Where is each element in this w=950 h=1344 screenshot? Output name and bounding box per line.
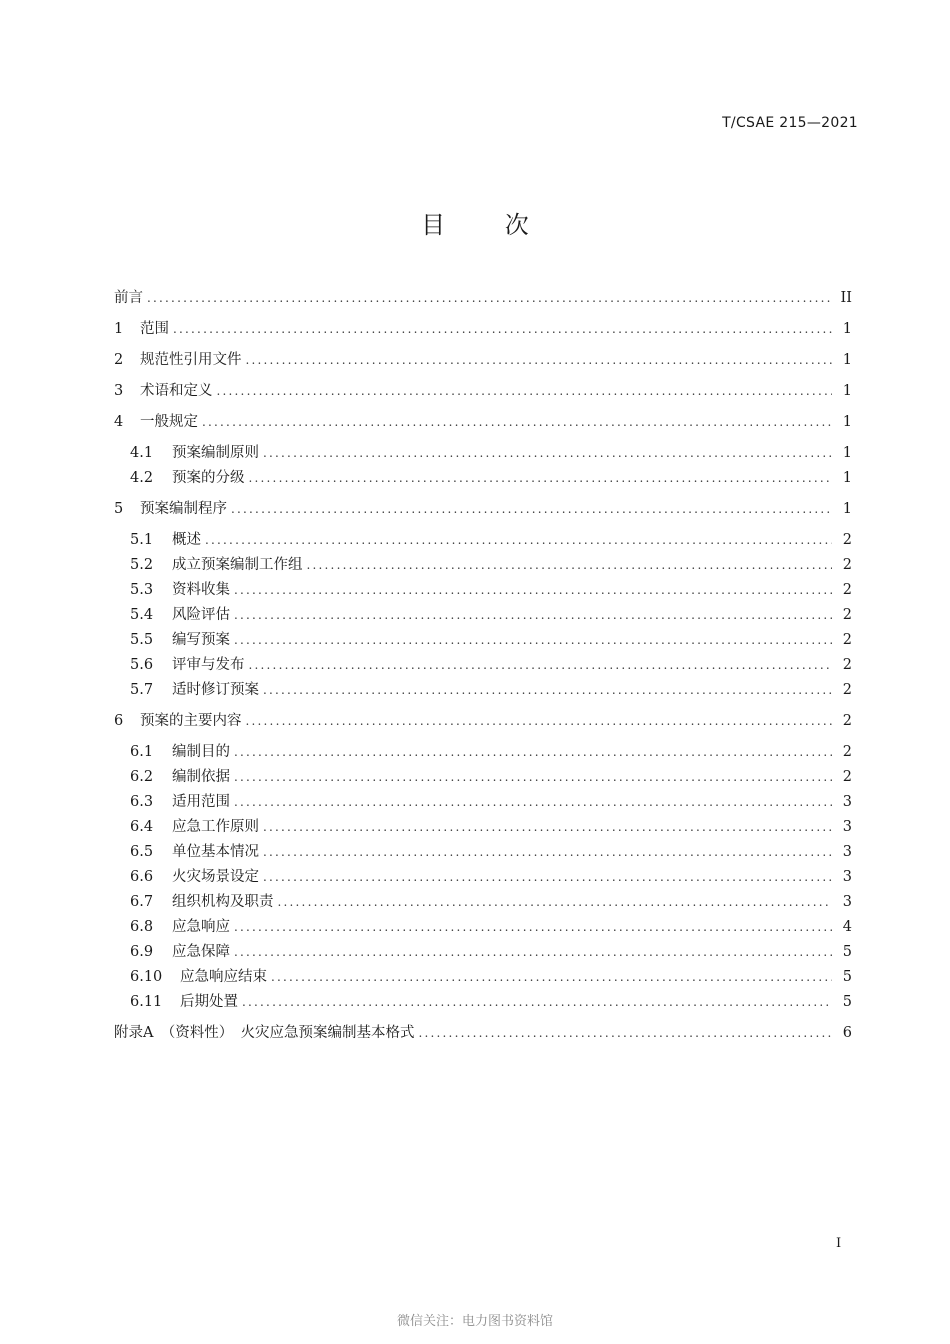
toc-entry-label: 适用范围 (172, 794, 230, 810)
toc-entry-number: 4 (114, 414, 124, 430)
toc-entry-number: 5.4 (130, 607, 154, 623)
toc-entry-label: 成立预案编制工作组 (172, 557, 303, 573)
toc-entry[interactable] (130, 817, 852, 837)
toc-entry-page: 2 (842, 682, 852, 698)
toc-entry-number: 4.2 (130, 470, 154, 486)
toc-leader-dots (278, 892, 833, 912)
toc-leader-dots (234, 630, 832, 650)
toc-entry-label: 预案的主要内容 (140, 713, 242, 729)
toc-entry-label: 编制目的 (172, 744, 230, 760)
toc-entry-label: 前言 (114, 290, 143, 306)
toc-entry[interactable] (130, 468, 852, 488)
toc-entry-number: 6.2 (130, 769, 154, 785)
toc-entry[interactable] (114, 381, 852, 401)
toc-leader-dots (242, 992, 832, 1012)
toc-entry-page: 3 (842, 869, 852, 885)
toc-leader-dots (271, 967, 832, 987)
toc-entry-number: 6.3 (130, 794, 154, 810)
toc-entry[interactable] (130, 842, 852, 862)
toc-entry[interactable] (130, 792, 852, 812)
toc-entry[interactable] (130, 530, 852, 550)
toc-entry-page: 3 (842, 894, 852, 910)
toc-entry[interactable] (130, 967, 852, 987)
toc-entry-number: 6.7 (130, 894, 154, 910)
toc-entry-page: 5 (842, 994, 852, 1010)
toc-entry-page: 2 (842, 632, 852, 648)
toc-entry[interactable] (130, 605, 852, 625)
toc-entry-label: 火灾场景设定 (172, 869, 259, 885)
toc-entry-number: 2 (114, 352, 124, 368)
toc-entry-number: 6.6 (130, 869, 154, 885)
toc-entry[interactable] (130, 680, 852, 700)
toc-entry[interactable] (114, 288, 852, 308)
toc-entry[interactable] (130, 892, 852, 912)
toc-leader-dots (263, 680, 832, 700)
toc-entry-number: 1 (114, 321, 124, 337)
toc-entry-number: 5.1 (130, 532, 154, 548)
toc-entry-page: 2 (842, 657, 852, 673)
toc-entry-number: 4.1 (130, 445, 154, 461)
page-title: 目 次 (421, 211, 555, 239)
toc-entry-label: 编写预案 (172, 632, 230, 648)
toc-entry-page: 6 (842, 1025, 852, 1041)
toc-leader-dots (147, 288, 832, 308)
toc-entry-label: 后期处置 (180, 994, 238, 1010)
toc-leader-dots (234, 605, 832, 625)
toc-leader-dots (234, 742, 832, 762)
toc-leader-dots (263, 842, 832, 862)
toc-entry-label: 规范性引用文件 (140, 352, 242, 368)
toc-entry-page: 3 (842, 844, 852, 860)
toc-leader-dots (249, 655, 833, 675)
toc-entry-label: 预案编制原则 (172, 445, 259, 461)
toc-entry-number: 6.10 (130, 969, 163, 985)
toc-entry-label: 范围 (140, 321, 169, 337)
toc-entry-page: 1 (842, 414, 852, 430)
toc-entry-number: 5.7 (130, 682, 154, 698)
toc-entry[interactable] (130, 767, 852, 787)
toc-entry[interactable] (130, 992, 852, 1012)
toc-entry-page: 5 (842, 969, 852, 985)
toc-entry-label: 组织机构及职责 (172, 894, 274, 910)
toc-entry[interactable] (130, 555, 852, 575)
toc-entry-page: II (840, 290, 852, 306)
toc-entry-number: 5.3 (130, 582, 154, 598)
toc-leader-dots (263, 443, 832, 463)
toc-entry[interactable] (130, 443, 852, 463)
toc-entry-label: 编制依据 (172, 769, 230, 785)
toc-leader-dots (418, 1023, 832, 1043)
toc-entry-number: 5.2 (130, 557, 154, 573)
page-number: I (836, 1236, 842, 1251)
toc-leader-dots (234, 917, 832, 937)
toc-entry-page: 2 (842, 557, 852, 573)
toc-entry[interactable] (130, 655, 852, 675)
toc-entry-number: 6.11 (130, 994, 163, 1010)
toc-leader-dots (231, 499, 832, 519)
toc-entry-number: 6 (114, 713, 124, 729)
toc-leader-dots (234, 767, 832, 787)
toc-entry-page: 1 (842, 352, 852, 368)
toc-entry[interactable] (130, 580, 852, 600)
toc-leader-dots (234, 792, 832, 812)
toc-leader-dots (246, 350, 833, 370)
toc-entry-page: 1 (842, 321, 852, 337)
toc-entry-page: 2 (842, 532, 852, 548)
toc-entry[interactable] (130, 630, 852, 650)
toc-entry-number: 5.5 (130, 632, 154, 648)
toc-entry[interactable] (130, 742, 852, 762)
watermark-text: 微信关注：电力图书资料馆 (396, 1314, 553, 1329)
toc-entry-label: 应急保障 (172, 944, 230, 960)
toc-entry-number: 6.4 (130, 819, 154, 835)
toc-entry-label: 适时修订预案 (172, 682, 259, 698)
toc-entry-page: 1 (842, 501, 852, 517)
toc-leader-dots (173, 319, 832, 339)
toc-leader-dots (205, 530, 832, 550)
toc-entry-number: 6.8 (130, 919, 154, 935)
toc-entry-page: 4 (842, 919, 852, 935)
toc-entry-label: 单位基本情况 (172, 844, 259, 860)
toc-leader-dots (217, 381, 833, 401)
toc-leader-dots (234, 580, 832, 600)
toc-entry-page: 3 (842, 819, 852, 835)
toc-entry[interactable] (130, 942, 852, 962)
toc-leader-dots (263, 817, 832, 837)
toc-entry-number: 6.9 (130, 944, 154, 960)
standard-code: T/CSAE 215—2021 (722, 115, 858, 131)
toc-entry-number: 5 (114, 501, 124, 517)
toc-entry-page: 2 (842, 607, 852, 623)
toc-entry-page: 3 (842, 794, 852, 810)
toc-leader-dots (249, 468, 833, 488)
toc-entry-number: 5.6 (130, 657, 154, 673)
toc-entry[interactable] (114, 350, 852, 370)
toc-entry-page: 1 (842, 445, 852, 461)
toc-entry-label: 应急工作原则 (172, 819, 259, 835)
toc-entry[interactable] (114, 1023, 852, 1043)
toc-entry-page: 1 (842, 383, 852, 399)
toc-entry-label: 风险评估 (172, 607, 230, 623)
toc-entry-label: 预案编制程序 (140, 501, 227, 517)
toc-leader-dots (307, 555, 833, 575)
toc-entry-label: 应急响应结束 (180, 969, 267, 985)
toc-entry[interactable] (114, 319, 852, 339)
toc-entry[interactable] (114, 499, 852, 519)
toc-entry[interactable] (114, 711, 852, 731)
toc-entry[interactable] (114, 412, 852, 432)
toc-entry-page: 2 (842, 769, 852, 785)
toc-entry-page: 5 (842, 944, 852, 960)
toc-entry-label: 概述 (172, 532, 201, 548)
toc-entry-label: 一般规定 (140, 414, 198, 430)
toc-entry[interactable] (130, 917, 852, 937)
toc-entry-number: 6.5 (130, 844, 154, 860)
toc-entry-page: 2 (842, 744, 852, 760)
toc-entry-number: 6.1 (130, 744, 154, 760)
toc-entry-page: 2 (842, 582, 852, 598)
toc-entry-label: 资料收集 (172, 582, 230, 598)
toc-leader-dots (202, 412, 832, 432)
toc-entry-number: 3 (114, 383, 124, 399)
toc-entry-label: 评审与发布 (172, 657, 245, 673)
toc-entry-page: 1 (842, 470, 852, 486)
toc-entry-label: 术语和定义 (140, 383, 213, 399)
toc-entry[interactable] (130, 867, 852, 887)
toc-entry-label: 预案的分级 (172, 470, 245, 486)
toc-leader-dots (234, 942, 832, 962)
toc-entry-page: 2 (842, 713, 852, 729)
toc-entry-label: 附录A （资料性） 火灾应急预案编制基本格式 (114, 1025, 415, 1041)
toc-leader-dots (246, 711, 833, 731)
toc-leader-dots (263, 867, 832, 887)
toc-entry-label: 应急响应 (172, 919, 230, 935)
